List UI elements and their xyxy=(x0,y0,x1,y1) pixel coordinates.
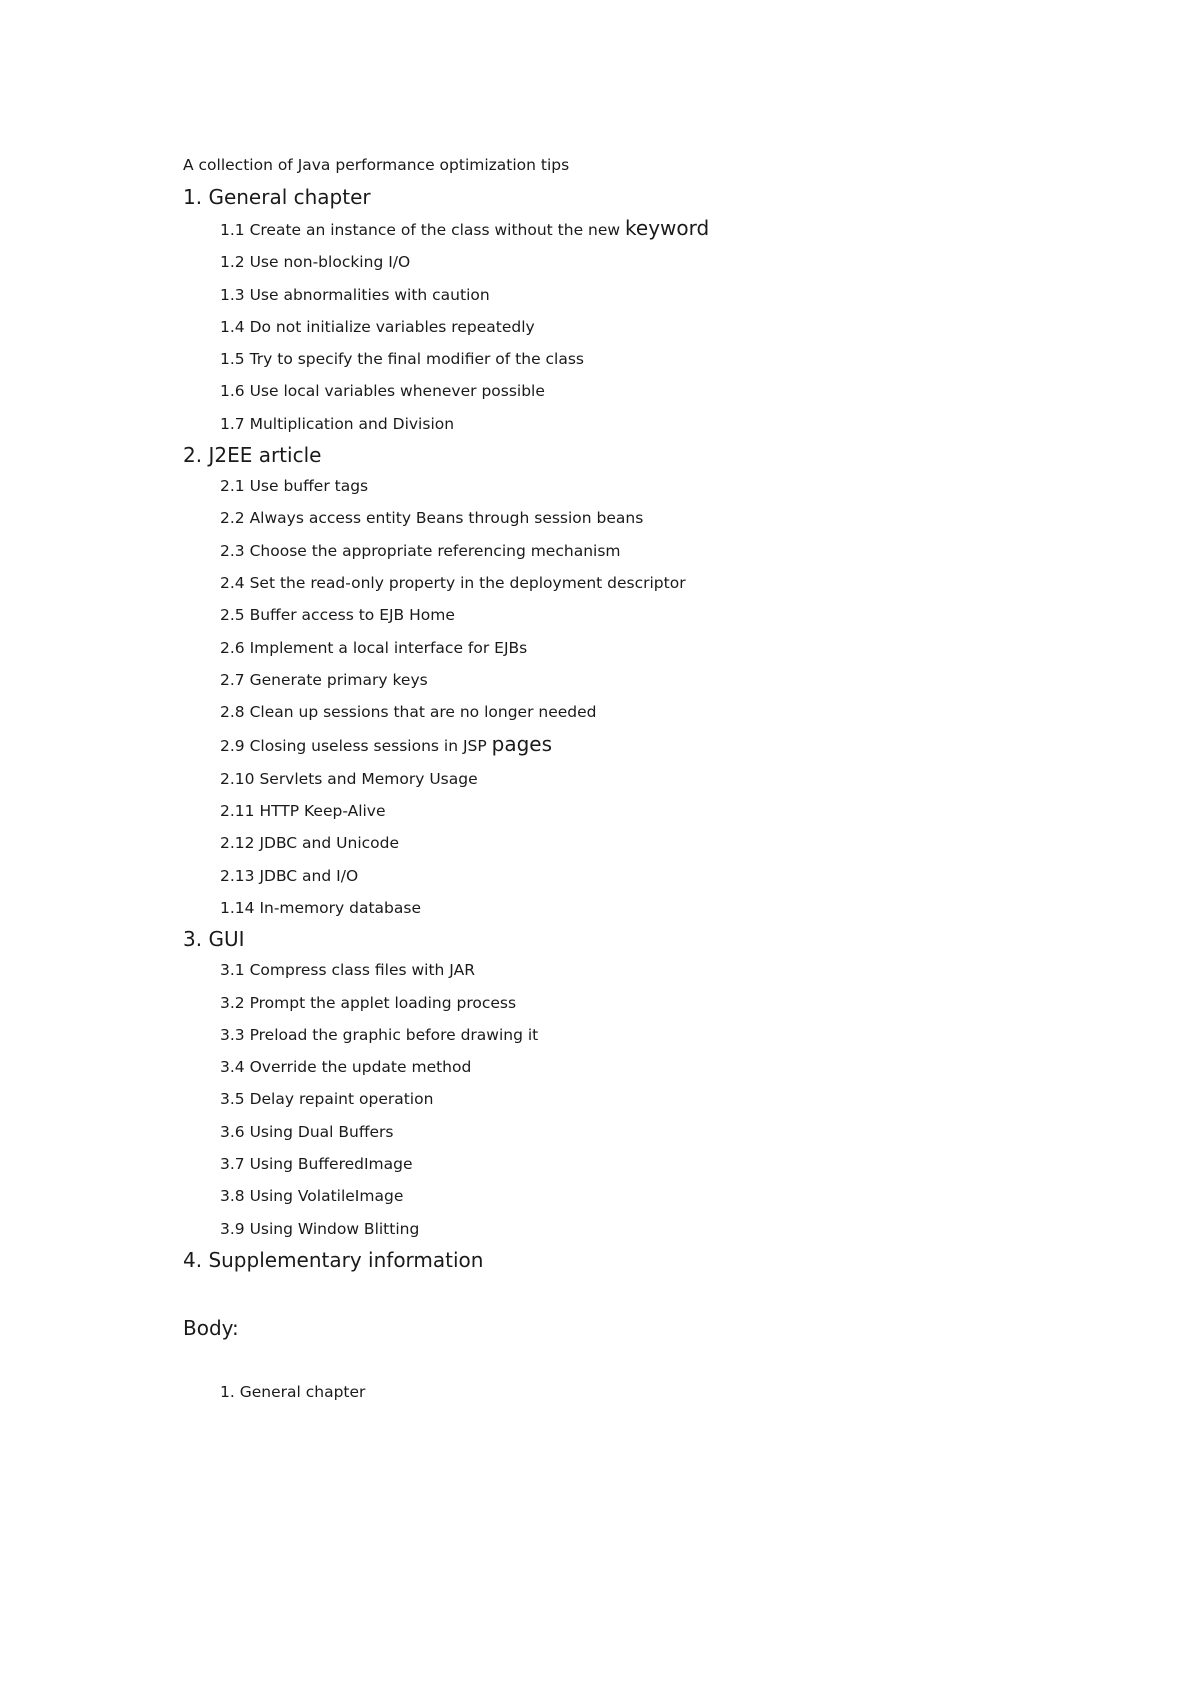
toc-item-text: 2.13 JDBC and I/O xyxy=(220,866,359,885)
toc-item xyxy=(183,1051,1083,1083)
toc-item-text: 1.1 Create an instance of the class without the new xyxy=(220,221,621,239)
toc-chapter-heading: 1. General chapter xyxy=(183,185,371,209)
toc-item-text: 1.4 Do not initialize variables repeatedly xyxy=(220,317,535,336)
toc-item xyxy=(183,763,1083,795)
toc-item xyxy=(183,795,1083,827)
toc-item-text: 2.3 Choose the appropriate referencing mechanism xyxy=(220,541,621,560)
toc-item xyxy=(183,311,1083,343)
toc-item xyxy=(183,212,1083,246)
toc-item-text: 3.7 Using BufferedImage xyxy=(220,1155,413,1174)
toc-item xyxy=(183,375,1083,407)
toc-item-text: 2.2 Always access entity Beans through session beans xyxy=(220,509,644,528)
toc-item-text: 2.5 Buffer access to EJB Home xyxy=(220,606,455,625)
toc-chapter-heading: 2. J2EE article xyxy=(183,443,322,468)
toc-item-text: 1.3 Use abnormalities with caution xyxy=(220,285,490,304)
toc-item-text: 2.11 HTTP Keep-Alive xyxy=(220,802,386,821)
toc-item xyxy=(183,408,1083,440)
toc-item xyxy=(183,827,1083,859)
toc-item xyxy=(183,632,1083,664)
toc-item xyxy=(183,343,1083,375)
toc-item-text: 3.4 Override the update method xyxy=(220,1058,472,1077)
toc-item xyxy=(183,1116,1083,1148)
toc-item-text: 3.9 Using Window Blitting xyxy=(220,1219,420,1238)
toc-item-text: 2.6 Implement a local interface for EJBs xyxy=(220,638,528,657)
toc-item xyxy=(183,470,1083,502)
toc-item xyxy=(183,1019,1083,1051)
body-first-heading: 1. General chapter xyxy=(220,1383,366,1401)
toc-item xyxy=(183,599,1083,631)
toc-item-text: 1.6 Use local variables whenever possible xyxy=(220,382,545,401)
toc-item xyxy=(183,954,1083,986)
toc-item-text: 1.2 Use non-blocking I/O xyxy=(220,253,411,272)
toc-item xyxy=(183,1180,1083,1212)
toc-item xyxy=(183,860,1083,892)
toc-item-text: 3.1 Compress class files with JAR xyxy=(220,961,475,980)
toc-item-text: 3.8 Using VolatileImage xyxy=(220,1187,404,1206)
toc-item xyxy=(183,535,1083,567)
table-of-contents xyxy=(183,182,1083,1275)
toc-item-text: 3.5 Delay repaint operation xyxy=(220,1090,434,1109)
toc-item-text: 1.14 In-memory database xyxy=(220,898,421,917)
toc-item-text: 3.6 Using Dual Buffers xyxy=(220,1122,394,1141)
toc-item-text: 2.12 JDBC and Unicode xyxy=(220,834,399,853)
toc-item-text: 2.4 Set the read-only property in the deployment descriptor xyxy=(220,573,686,592)
body-label: Body: xyxy=(183,1316,239,1340)
document-intro: A collection of Java performance optimization tips xyxy=(183,156,570,174)
toc-item xyxy=(183,1148,1083,1180)
toc-item-text: 3.2 Prompt the applet loading process xyxy=(220,993,517,1012)
toc-item-text: 1.7 Multiplication and Division xyxy=(220,414,455,433)
toc-item xyxy=(183,728,1083,762)
toc-item xyxy=(183,279,1083,311)
toc-chapter-heading: 4. Supplementary information xyxy=(183,1247,484,1272)
toc-item-text: 2.10 Servlets and Memory Usage xyxy=(220,769,478,788)
toc-chapter-heading: 3. GUI xyxy=(183,927,245,952)
toc-item xyxy=(183,892,1083,924)
toc-item xyxy=(183,502,1083,534)
toc-item xyxy=(183,664,1083,696)
toc-item-text: 3.3 Preload the graphic before drawing it xyxy=(220,1025,539,1044)
toc-item-text: 2.8 Clean up sessions that are no longer needed xyxy=(220,703,597,722)
toc-item xyxy=(183,987,1083,1019)
toc-item-text: 2.7 Generate primary keys xyxy=(220,670,428,689)
toc-item xyxy=(183,1083,1083,1115)
toc-item xyxy=(183,246,1083,278)
toc-item-tail: keyword xyxy=(625,216,710,240)
toc-item-tail: pages xyxy=(491,732,553,757)
toc-item-text: 2.1 Use buffer tags xyxy=(220,477,369,496)
toc-item xyxy=(183,1213,1083,1245)
toc-item-text: 1.5 Try to specify the final modifier of the class xyxy=(220,350,585,369)
toc-item-text: 2.9 Closing useless sessions in JSP xyxy=(220,737,487,756)
toc-item xyxy=(183,696,1083,728)
toc-item xyxy=(183,567,1083,599)
